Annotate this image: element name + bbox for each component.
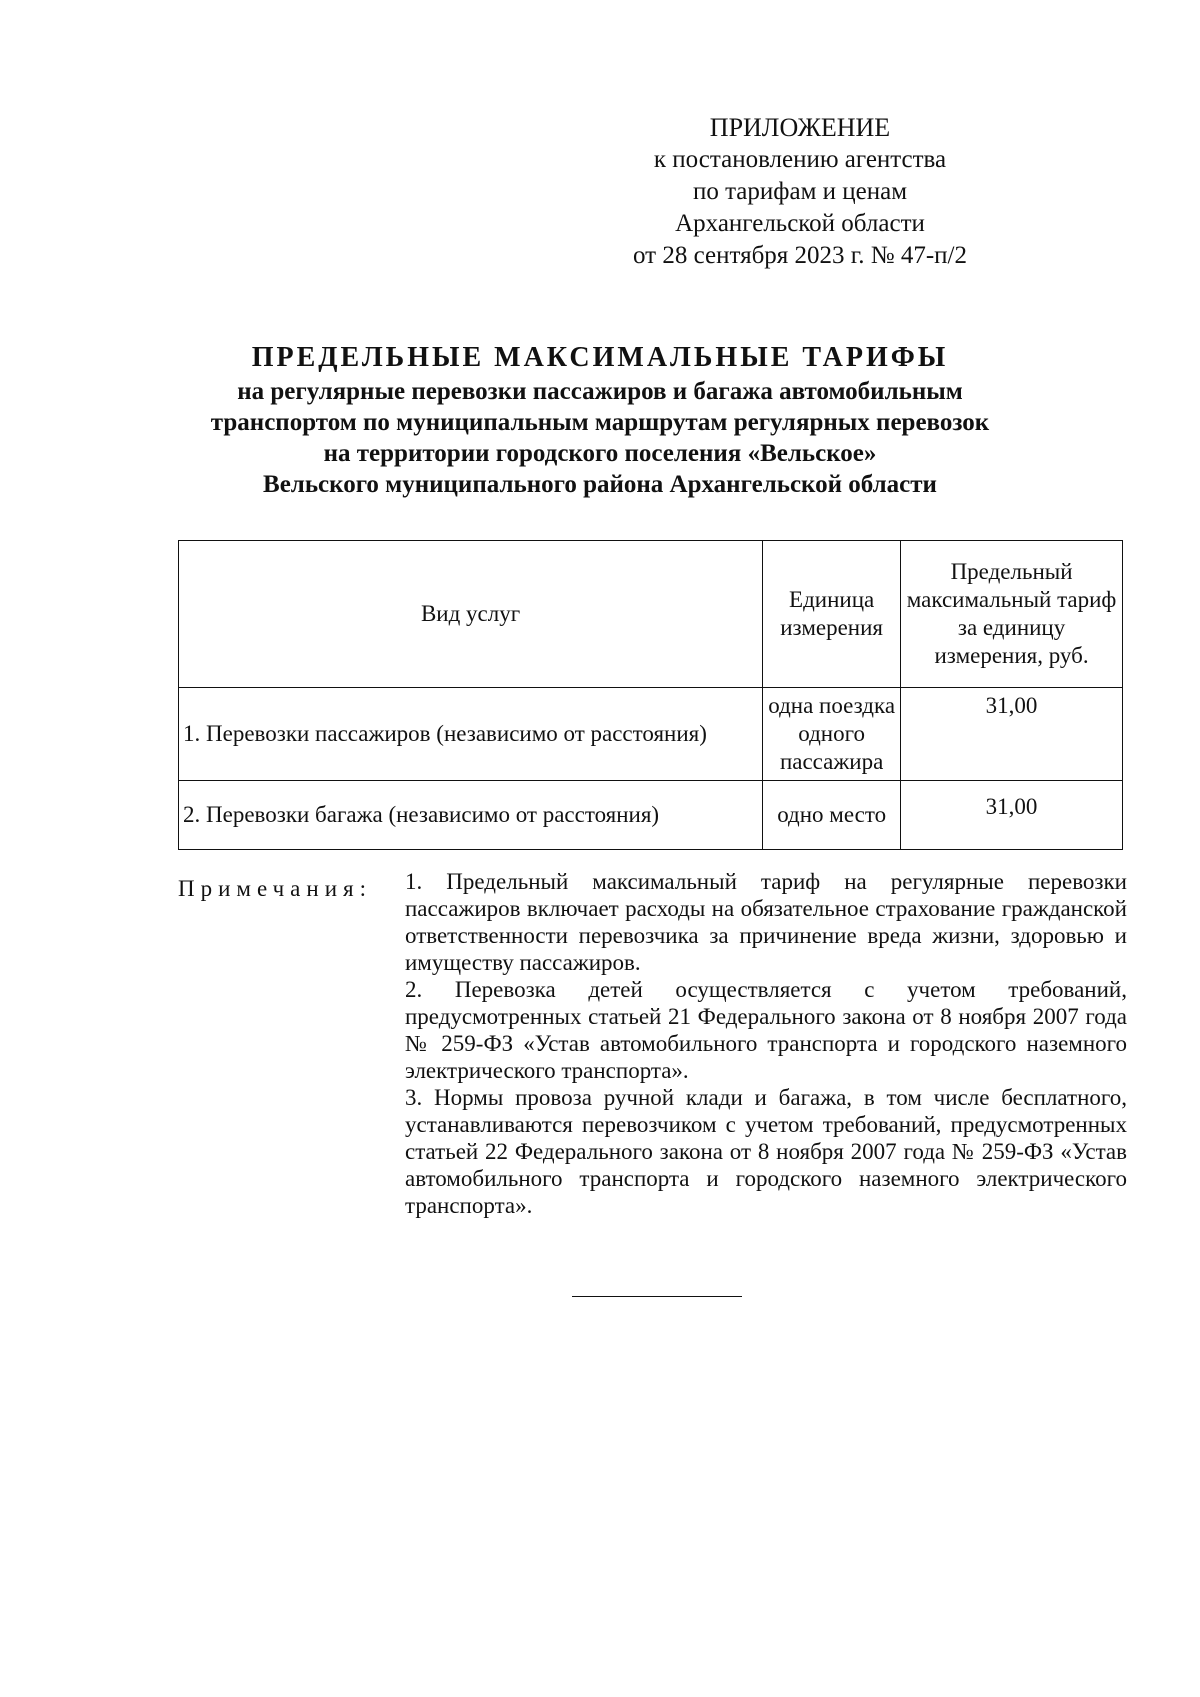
note-item: 3. Нормы провоза ручной клади и багажа, в том числе бесплатного, устанавливаются перевозчиком с учетом требований, предусмотренных статьей 22 Федерального закона от 8 ноября 2007 года № 259-ФЗ «Устав автомобильного транспорта и городского наземного электрического транспорта». xyxy=(405,1085,1127,1218)
service-cell: 2. Перевозки багажа (независимо от расстояния) xyxy=(179,781,763,850)
document-title-block xyxy=(150,340,1050,500)
notes-label: Примечания: xyxy=(178,876,372,901)
document-subtitle-line: на регулярные перевозки пассажиров и багажа автомобильным xyxy=(237,378,963,405)
header-unit: Единица измерения xyxy=(763,541,901,688)
table-header-row xyxy=(179,541,1123,688)
appendix-date-number: от 28 сентября 2023 г. № 47-п/2 xyxy=(633,242,967,269)
document-subtitle-line: Вельского муниципального района Архангельской области xyxy=(263,471,937,498)
appendix-line: по тарифам и ценам xyxy=(692,178,908,205)
header-max-tariff: Предельный максимальный тариф за единицу измерения, руб. xyxy=(901,541,1123,688)
notes-list xyxy=(405,868,1127,1219)
appendix-line: Архангельской области xyxy=(675,210,925,237)
header-service-type: Вид услуг xyxy=(179,541,763,688)
price-cell: 31,00 xyxy=(901,781,1123,850)
tariff-table xyxy=(178,540,1123,850)
appendix-heading: ПРИЛОЖЕНИЕ xyxy=(709,113,891,142)
document-subtitle-line: транспортом по муниципальным маршрутам регулярных перевозок xyxy=(210,409,990,436)
note-item: 2. Перевозка детей осуществляется с учетом требований, предусмотренных статьей 21 Федерального закона от 8 ноября 2007 года № 259-ФЗ «Устав автомобильного транспорта и городского наземного электрического транспорта». xyxy=(405,977,1127,1083)
price-cell: 31,00 xyxy=(901,688,1123,781)
service-cell: 1. Перевозки пассажиров (независимо от расстояния) xyxy=(179,688,763,781)
document-subtitle-line: на территории городского поселения «Вельское» xyxy=(323,440,877,467)
table-row xyxy=(179,781,1123,850)
table-row xyxy=(179,688,1123,781)
note-item: 1. Предельный максимальный тариф на регулярные перевозки пассажиров включает расходы на обязательное страхование гражданской ответственности перевозчика за причинение вреда жизни, здоровью и имуществу пассажиров. xyxy=(405,869,1127,975)
appendix-line: к постановлению агентства xyxy=(653,146,947,173)
appendix-block xyxy=(560,112,1040,272)
closing-divider xyxy=(572,1296,742,1297)
document-title: ПРЕДЕЛЬНЫЕ МАКСИМАЛЬНЫЕ ТАРИФЫ xyxy=(251,342,949,373)
unit-cell: одна поездка одного пассажира xyxy=(763,688,901,781)
unit-cell: одно место xyxy=(763,781,901,850)
